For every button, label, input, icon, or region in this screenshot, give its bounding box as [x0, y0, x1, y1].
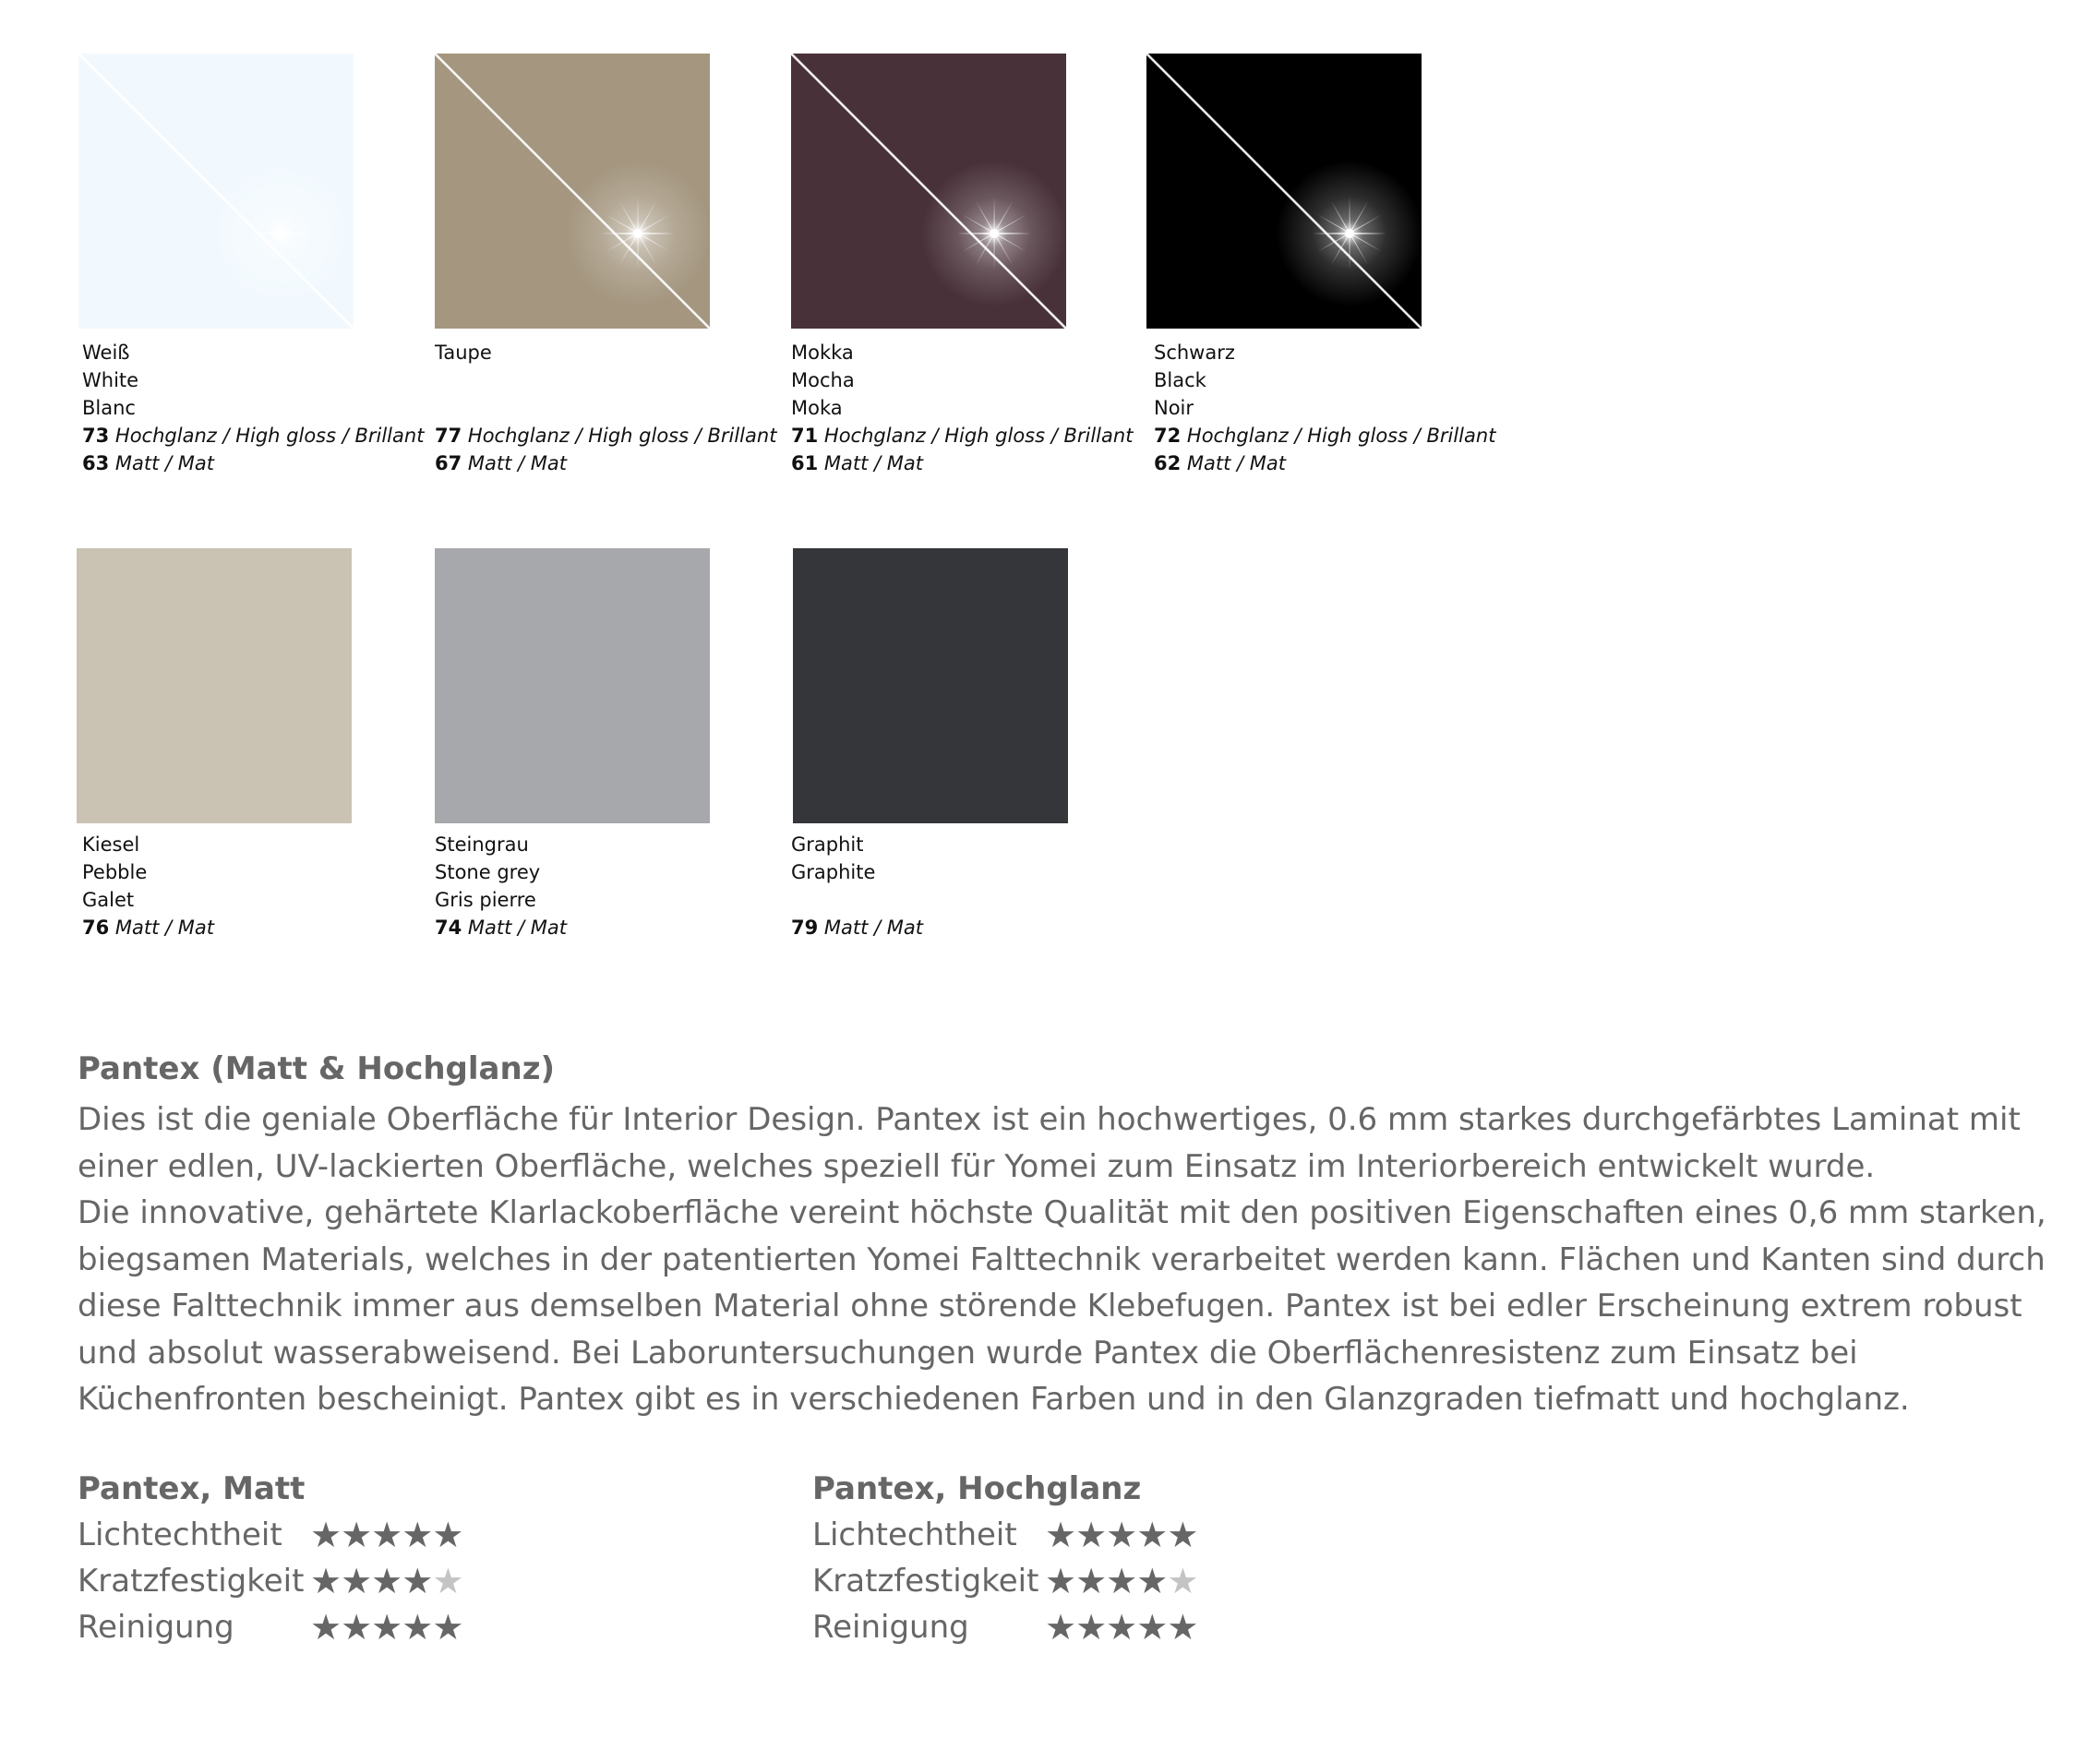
- rating-title: Pantex, Matt: [78, 1470, 306, 1507]
- color-name-fr: Galet: [82, 889, 135, 911]
- swatch-label-taupe: [435, 339, 776, 477]
- color-name-fr: Gris pierre: [435, 889, 536, 911]
- swatch-black[interactable]: [1146, 54, 1422, 329]
- rating-label: Kratzfestigkeit: [812, 1563, 1039, 1600]
- color-name-fr: Noir: [1154, 397, 1194, 419]
- finish-number: 79: [791, 917, 819, 939]
- description: [78, 1097, 2090, 1423]
- finish-number: 73: [82, 425, 110, 447]
- star-filled-icon: ★: [371, 1515, 402, 1555]
- color-name-en: Pebble: [82, 861, 148, 883]
- swatch-graphite[interactable]: [793, 548, 1068, 823]
- star-filled-icon: ★: [1106, 1607, 1137, 1648]
- star-filled-icon: ★: [1045, 1515, 1076, 1555]
- star-rating: [1045, 1558, 1197, 1604]
- rating-row: [78, 1604, 463, 1650]
- swatch-mocha[interactable]: [791, 54, 1066, 329]
- color-name-fr: [791, 886, 923, 914]
- color-name-fr: Moka: [791, 397, 843, 419]
- color-name-en: Stone grey: [435, 861, 541, 883]
- finish-code: [791, 914, 923, 941]
- finish-type: Hochglanz / High gloss / Brillant: [467, 425, 777, 447]
- star-rating: [310, 1512, 462, 1558]
- finish-type: Matt / Mat: [114, 917, 215, 939]
- finish-number: 74: [435, 917, 462, 939]
- finish-code: [791, 422, 1133, 449]
- color-name-en: Mocha: [791, 369, 855, 391]
- star-rating: [310, 1604, 462, 1650]
- star-rating: [310, 1558, 462, 1604]
- star-filled-icon: ★: [1136, 1561, 1168, 1601]
- swatch-white[interactable]: [78, 54, 354, 329]
- rating-title: Pantex, Hochglanz: [812, 1470, 1142, 1507]
- color-name-de: Kiesel: [82, 833, 140, 856]
- finish-type: Matt / Mat: [114, 452, 215, 474]
- finish-code: [435, 914, 567, 941]
- star-empty-icon: ★: [1167, 1561, 1198, 1601]
- color-name-en: White: [82, 369, 139, 391]
- section-title: Pantex (Matt & Hochglanz): [78, 1050, 556, 1087]
- color-name-de: Schwarz: [1154, 342, 1235, 364]
- finish-number: 77: [435, 425, 462, 447]
- star-rating: [1045, 1512, 1197, 1558]
- swatch-stone-grey[interactable]: [435, 548, 710, 823]
- rating-label: Reinigung: [78, 1609, 234, 1646]
- finish-number: 72: [1154, 425, 1182, 447]
- rating-label: Lichtechtheit: [78, 1516, 282, 1553]
- color-name-fr: Blanc: [82, 397, 136, 419]
- finish-code: [82, 914, 214, 941]
- description-paragraph: Dies ist die geniale Oberfläche für Interior Design. Pantex ist ein hochwertiges, 0.6 mm starkes durchgefärbtes Laminat mit einer edlen, UV-lackierten Oberfläche, welches speziell für Yomei zum Einsatz im Interiorbereich entwickelt wurde.: [78, 1101, 2021, 1185]
- swatch-label-black: [1154, 339, 1495, 477]
- swatch-label-stone-grey: [435, 831, 567, 941]
- star-filled-icon: ★: [402, 1607, 433, 1648]
- star-filled-icon: ★: [1075, 1561, 1107, 1601]
- rating-row: [78, 1558, 463, 1604]
- finish-code: [82, 422, 424, 449]
- swatch-taupe[interactable]: [435, 54, 710, 329]
- finish-number: 71: [791, 425, 819, 447]
- rating-table-hochglanz: [812, 1466, 1198, 1650]
- star-filled-icon: ★: [341, 1561, 372, 1601]
- finish-type: Matt / Mat: [467, 917, 568, 939]
- star-filled-icon: ★: [341, 1607, 372, 1648]
- description-paragraph: Die innovative, gehärtete Klarlackoberfläche vereint höchste Qualität mit den positiven Eigenschaften eines 0,6 mm starken, biegsamen Materials, welches in der patentierten Yomei Falttechnik verarbeitet werden kann. Flächen und Kanten sind durch diese Falttechnik immer aus demselben Material ohne störende Klebefugen. Pantex ist bei edler Erscheinung extrem robust und absolut wasserabweisend. Bei Laboruntersuchungen wurde Pantex die Oberflächenresistenz zum Einsatz bei Küchenfronten bescheinigt. Pantex gibt es in verschiedenen Farben und in den Glanzgraden tiefmatt und hochglanz.: [78, 1194, 2046, 1418]
- color-name-de: Steingrau: [435, 833, 529, 856]
- finish-code: [1154, 422, 1495, 449]
- color-name-de: Taupe: [435, 342, 492, 364]
- color-name-en: Black: [1154, 369, 1206, 391]
- star-filled-icon: ★: [1045, 1561, 1076, 1601]
- star-filled-icon: ★: [310, 1607, 342, 1648]
- finish-number: 62: [1154, 452, 1182, 474]
- color-name-fr: [435, 394, 776, 422]
- swatch-label-pebble: [82, 831, 214, 941]
- star-filled-icon: ★: [402, 1515, 433, 1555]
- star-filled-icon: ★: [371, 1561, 402, 1601]
- finish-type: Hochglanz / High gloss / Brillant: [1186, 425, 1496, 447]
- swatch-label-white: [82, 339, 424, 477]
- star-empty-icon: ★: [432, 1561, 463, 1601]
- star-filled-icon: ★: [402, 1561, 433, 1601]
- swatch-pebble[interactable]: [77, 548, 352, 823]
- rating-row: [812, 1558, 1198, 1604]
- star-filled-icon: ★: [341, 1515, 372, 1555]
- star-filled-icon: ★: [1075, 1607, 1107, 1648]
- finish-type: Hochglanz / High gloss / Brillant: [823, 425, 1134, 447]
- finish-code: [1154, 449, 1495, 477]
- finish-number: 61: [791, 452, 819, 474]
- color-name-en: [435, 366, 776, 394]
- finish-type: Matt / Mat: [467, 452, 568, 474]
- rating-label: Reinigung: [812, 1609, 969, 1646]
- star-filled-icon: ★: [1136, 1607, 1168, 1648]
- star-filled-icon: ★: [1045, 1607, 1076, 1648]
- color-name-de: Weiß: [82, 342, 130, 364]
- rating-row: [812, 1512, 1198, 1558]
- finish-code: [82, 449, 424, 477]
- rating-row: [78, 1512, 463, 1558]
- star-filled-icon: ★: [1136, 1515, 1168, 1555]
- color-name-de: Mokka: [791, 342, 854, 364]
- finish-type: Matt / Mat: [1186, 452, 1287, 474]
- star-filled-icon: ★: [310, 1561, 342, 1601]
- finish-number: 67: [435, 452, 462, 474]
- swatch-label-graphite: [791, 831, 923, 941]
- star-filled-icon: ★: [432, 1515, 463, 1555]
- color-name-en: Graphite: [791, 861, 876, 883]
- finish-type: Hochglanz / High gloss / Brillant: [114, 425, 425, 447]
- finish-number: 63: [82, 452, 110, 474]
- star-filled-icon: ★: [1167, 1515, 1198, 1555]
- rating-label: Kratzfestigkeit: [78, 1563, 305, 1600]
- swatch-label-mocha: [791, 339, 1133, 477]
- finish-type: Matt / Mat: [823, 452, 924, 474]
- color-name-de: Graphit: [791, 833, 864, 856]
- star-filled-icon: ★: [1075, 1515, 1107, 1555]
- star-filled-icon: ★: [1106, 1515, 1137, 1555]
- star-filled-icon: ★: [371, 1607, 402, 1648]
- star-filled-icon: ★: [1167, 1607, 1198, 1648]
- rating-label: Lichtechtheit: [812, 1516, 1017, 1553]
- star-rating: [1045, 1604, 1197, 1650]
- finish-number: 76: [82, 917, 110, 939]
- finish-type: Matt / Mat: [823, 917, 924, 939]
- rating-row: [812, 1604, 1198, 1650]
- finish-code: [435, 449, 776, 477]
- finish-code: [791, 449, 1133, 477]
- finish-code: [435, 422, 776, 449]
- star-filled-icon: ★: [1106, 1561, 1137, 1601]
- star-filled-icon: ★: [310, 1515, 342, 1555]
- star-filled-icon: ★: [432, 1607, 463, 1648]
- rating-table-matt: [78, 1466, 463, 1650]
